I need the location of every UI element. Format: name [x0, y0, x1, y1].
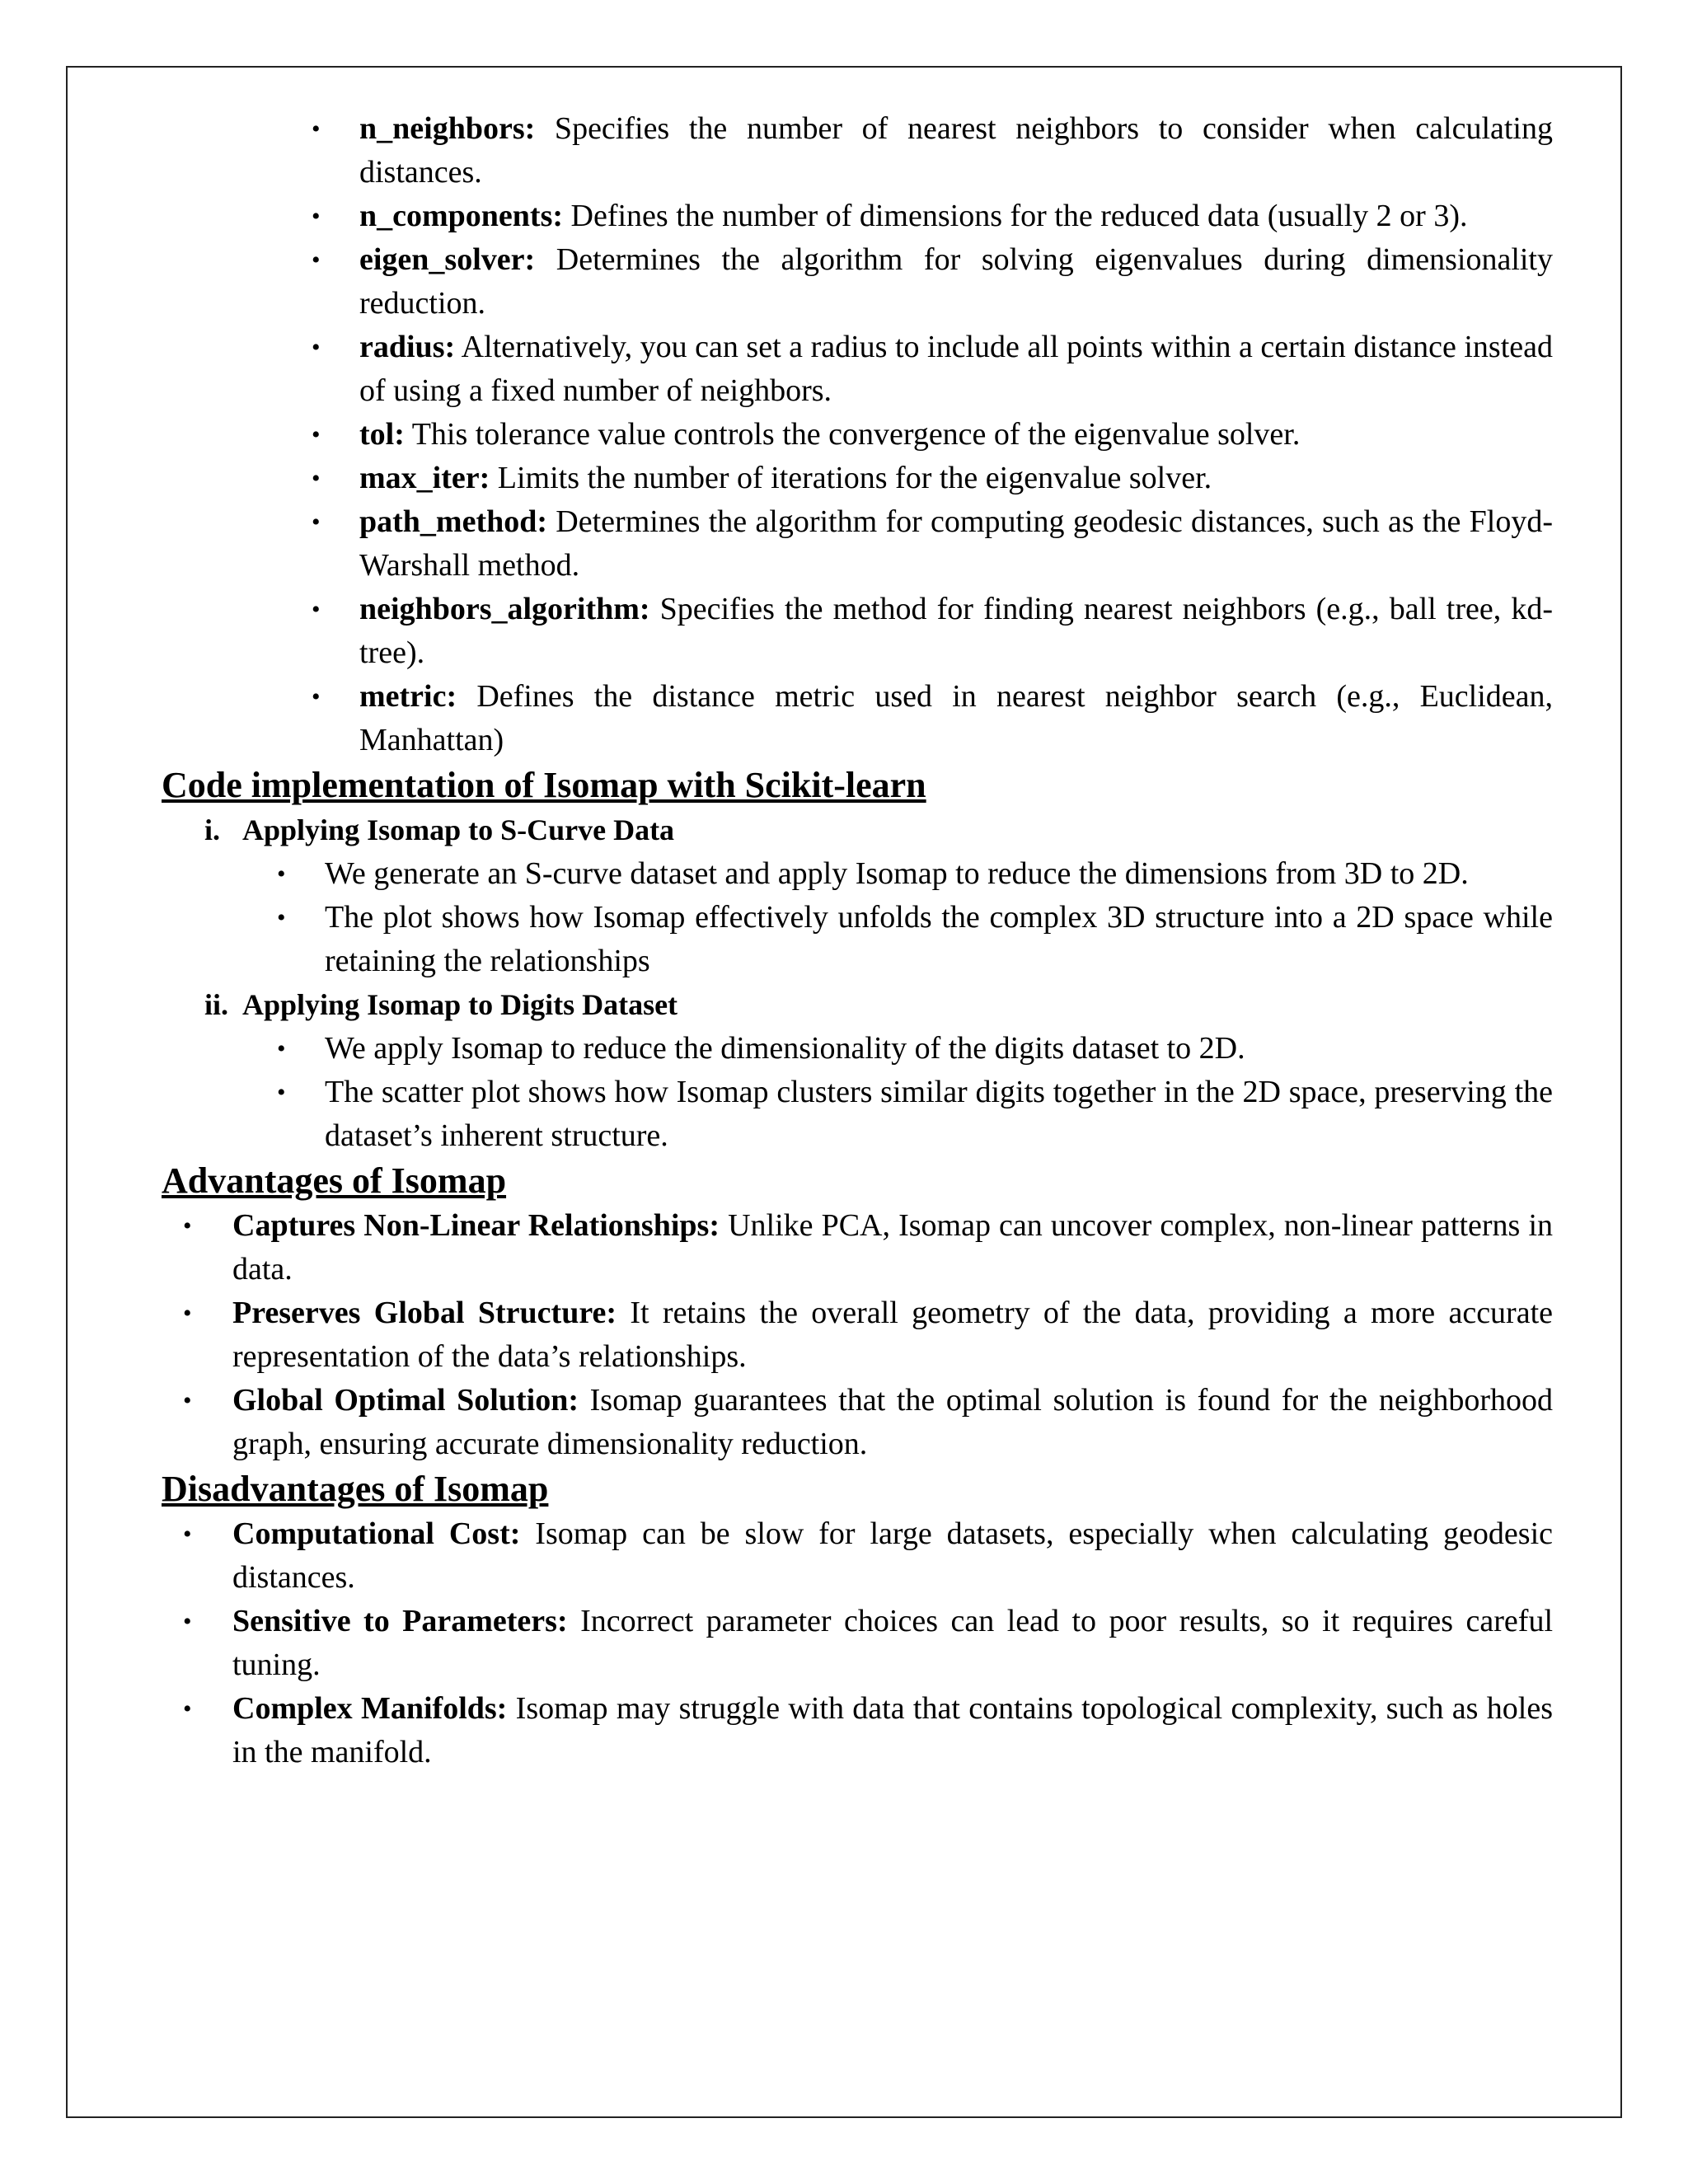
- advantage-item: [162, 1379, 1553, 1466]
- roman-numeral: ii.: [204, 988, 229, 1021]
- param-term: radius:: [359, 330, 456, 364]
- param-metric: [162, 675, 1553, 762]
- param-max-iter: [162, 457, 1553, 500]
- disadvantage-item: [162, 1600, 1553, 1687]
- disadvantages-heading: Disadvantages of Isomap: [162, 1469, 549, 1509]
- param-term: max_iter:: [359, 461, 490, 495]
- advantage-item: [162, 1291, 1553, 1379]
- param-term: eigen_solver:: [359, 242, 536, 277]
- bullet-icon: •: [312, 203, 321, 230]
- disadvantage-item: [162, 1687, 1553, 1774]
- bullet-icon: •: [312, 596, 321, 623]
- param-path-method: [162, 500, 1553, 588]
- s-curve-bullet-list: [162, 852, 1553, 983]
- bullet-icon: •: [312, 421, 321, 448]
- param-eigen-solver: [162, 238, 1553, 326]
- param-term: tol:: [359, 417, 405, 452]
- param-radius: [162, 326, 1553, 413]
- disadvantage-desc: Incorrect parameter choices can lead to poor results, so it requires careful tuning.: [232, 1604, 1554, 1682]
- advantage-term: Global Optimal Solution:: [232, 1383, 579, 1418]
- param-tol: [162, 413, 1553, 457]
- param-term: n_components:: [359, 199, 564, 233]
- bullet-icon: •: [183, 1608, 192, 1635]
- list-item: [162, 1071, 1553, 1158]
- list-item-text: We generate an S-curve dataset and apply Isomap to reduce the dimensions from 3D to 2D.: [325, 856, 1469, 891]
- bullet-icon: •: [183, 1212, 192, 1240]
- disadvantage-desc: Isomap may struggle with data that contains topological complexity, such as holes in the manifold.: [232, 1691, 1553, 1769]
- bullet-icon: •: [312, 465, 321, 492]
- bullet-icon: •: [277, 1079, 286, 1106]
- disadvantages-list: [162, 1512, 1553, 1774]
- list-item-text: The plot shows how Isomap effectively unfolds the complex 3D structure into a 2D space while retaining the relationships: [325, 900, 1553, 978]
- bullet-icon: •: [183, 1300, 192, 1327]
- disadvantage-term: Complex Manifolds:: [232, 1691, 508, 1726]
- param-desc: Determines the algorithm for solving eigenvalues during dimensionality reduction.: [359, 242, 1553, 321]
- bullet-icon: •: [183, 1695, 192, 1722]
- parameter-list: [162, 107, 1553, 762]
- bullet-icon: •: [312, 115, 321, 143]
- digits-bullet-list: [162, 1027, 1553, 1158]
- advantage-item: [162, 1204, 1553, 1291]
- advantage-term: Captures Non-Linear Relationships:: [232, 1208, 720, 1243]
- roman-numeral: i.: [204, 813, 221, 846]
- advantage-desc: It retains the overall geometry of the data, providing a more accurate representation of the data’s relationships.: [232, 1296, 1553, 1374]
- list-item-text: We apply Isomap to reduce the dimensionality of the digits dataset to 2D.: [325, 1031, 1245, 1066]
- param-desc: Defines the distance metric used in nearest neighbor search (e.g., Euclidean, Manhattan): [359, 679, 1553, 757]
- bullet-icon: •: [312, 334, 321, 361]
- subsection-heading-s-curve: [162, 808, 1553, 852]
- code-implementation-heading: Code implementation of Isomap with Scikit-learn: [162, 765, 926, 805]
- list-item: [162, 896, 1553, 983]
- param-desc: Determines the algorithm for computing geodesic distances, such as the Floyd-Warshall method.: [359, 504, 1553, 583]
- bullet-icon: •: [277, 860, 286, 888]
- param-desc: Specifies the method for finding nearest neighbors (e.g., ball tree, kd-tree).: [359, 592, 1553, 670]
- param-desc: Limits the number of iterations for the eigenvalue solver.: [490, 461, 1212, 495]
- bullet-icon: •: [312, 246, 321, 274]
- disadvantage-item: [162, 1512, 1553, 1600]
- param-term: n_neighbors:: [359, 111, 536, 146]
- disadvantage-term: Sensitive to Parameters:: [232, 1604, 568, 1638]
- subsection-title: Applying Isomap to Digits Dataset: [242, 988, 678, 1021]
- param-n-neighbors: [162, 107, 1553, 194]
- param-desc: Alternatively, you can set a radius to include all points within a certain distance instead of using a fixed number of neighbors.: [359, 330, 1553, 408]
- param-n-components: [162, 194, 1553, 238]
- param-term: path_method:: [359, 504, 548, 539]
- bullet-icon: •: [277, 904, 286, 931]
- param-desc: Defines the number of dimensions for the reduced data (usually 2 or 3).: [563, 199, 1468, 233]
- advantage-desc: Isomap guarantees that the optimal solution is found for the neighborhood graph, ensuring accurate dimensionality reduction.: [232, 1383, 1553, 1461]
- bullet-icon: •: [183, 1521, 192, 1548]
- param-term: metric:: [359, 679, 457, 714]
- subsection-heading-digits: [162, 983, 1553, 1027]
- list-item: [162, 1027, 1553, 1071]
- advantages-heading: Advantages of Isomap: [162, 1160, 507, 1201]
- disadvantage-term: Computational Cost:: [232, 1516, 521, 1551]
- list-item: [162, 852, 1553, 896]
- bullet-icon: •: [277, 1035, 286, 1062]
- disadvantage-desc: Isomap can be slow for large datasets, especially when calculating geodesic distances.: [232, 1516, 1554, 1595]
- document-body: [162, 107, 1553, 1774]
- param-desc: Specifies the number of nearest neighbors to consider when calculating distances.: [359, 111, 1553, 190]
- advantage-term: Preserves Global Structure:: [232, 1296, 617, 1330]
- advantage-desc: Unlike PCA, Isomap can uncover complex, non-linear patterns in data.: [232, 1208, 1553, 1286]
- param-desc: This tolerance value controls the convergence of the eigenvalue solver.: [404, 417, 1301, 452]
- bullet-icon: •: [312, 683, 321, 710]
- param-neighbors-algorithm: [162, 588, 1553, 675]
- subsection-title: Applying Isomap to S-Curve Data: [242, 813, 675, 846]
- list-item-text: The scatter plot shows how Isomap clusters similar digits together in the 2D space, preserving the dataset’s inherent structure.: [325, 1075, 1553, 1153]
- bullet-icon: •: [312, 509, 321, 536]
- param-term: neighbors_algorithm:: [359, 592, 650, 626]
- advantages-list: [162, 1204, 1553, 1466]
- bullet-icon: •: [183, 1387, 192, 1414]
